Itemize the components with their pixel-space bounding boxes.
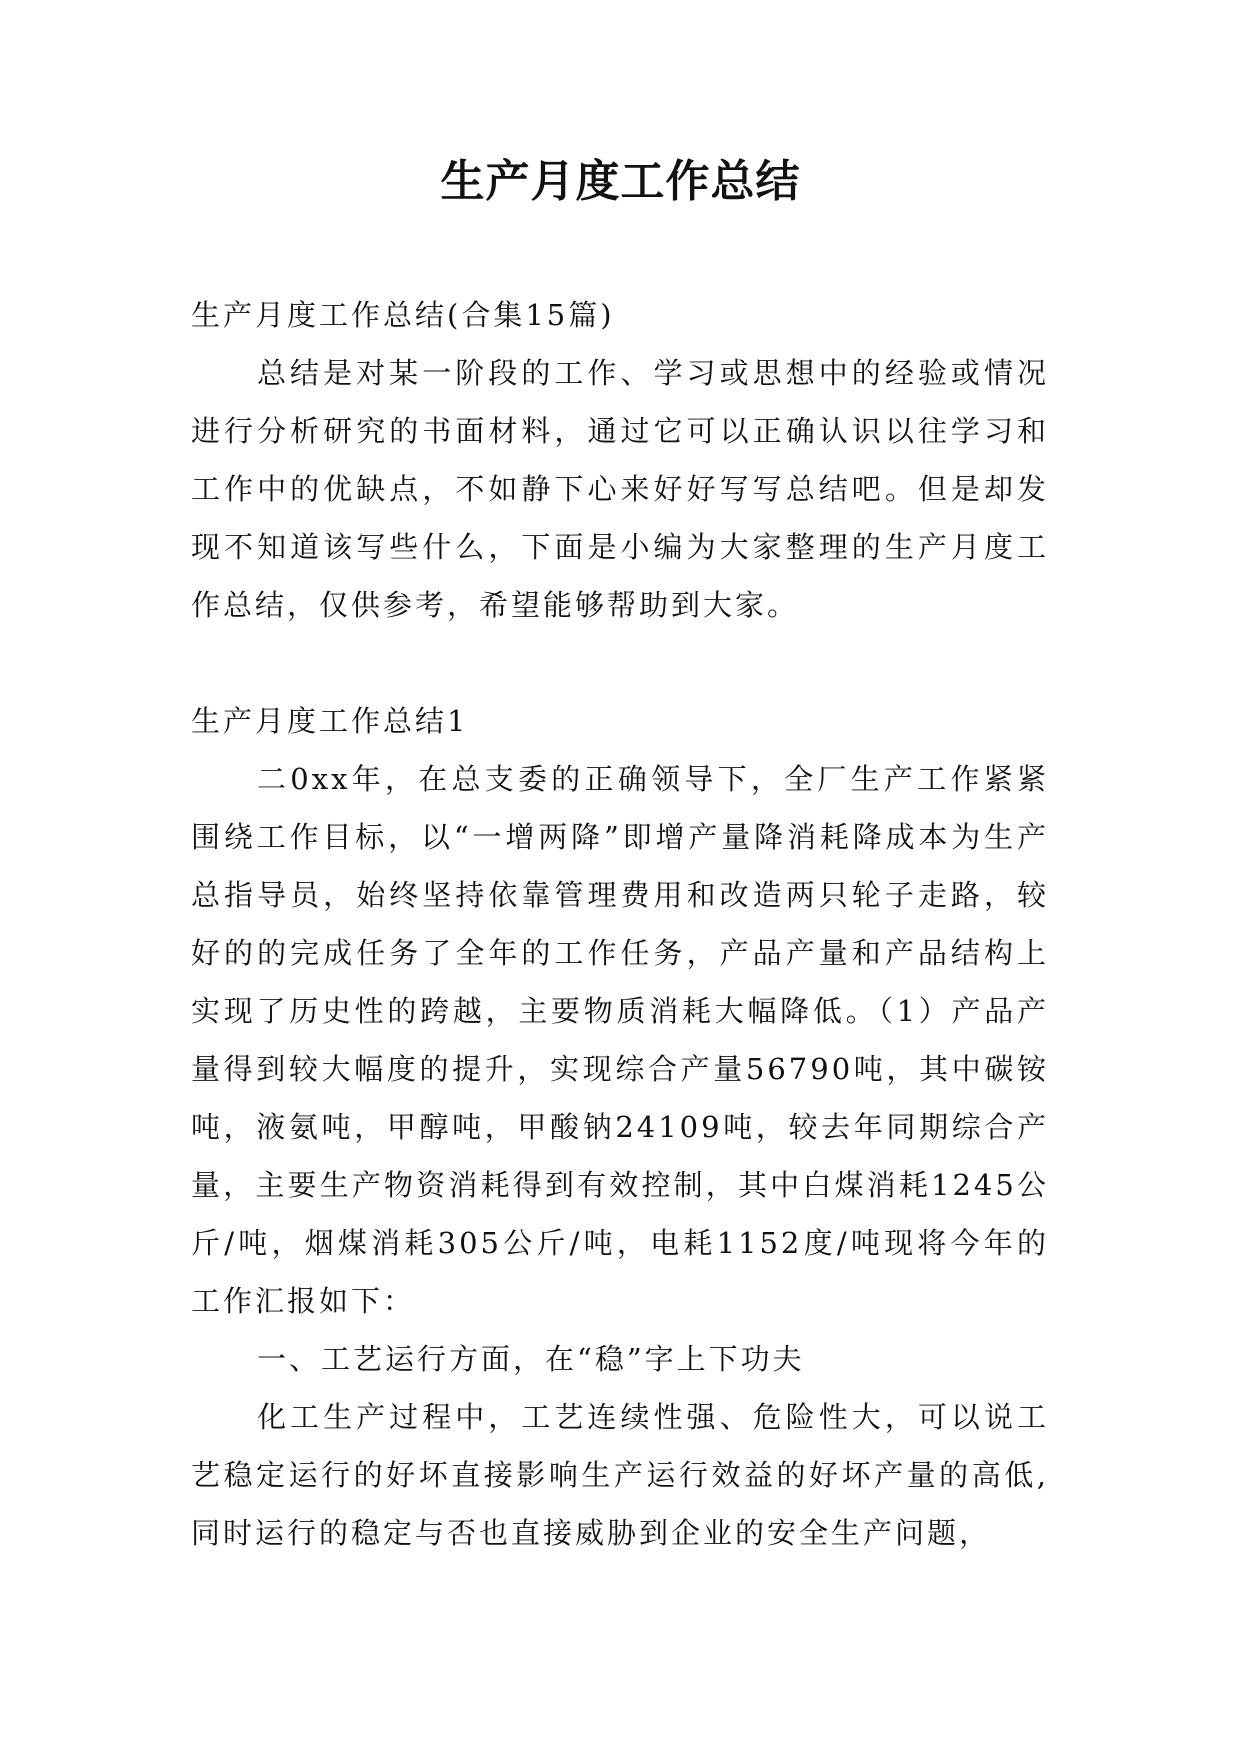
body-paragraph-1: 二0xx年，在总支委的正确领导下，全厂生产工作紧紧围绕工作目标，以“一增两降”即增产量降消耗降成本为生产总指导员，始终坚持依靠管理费用和改造两只轮子走路，较好的的完成任务了全年的工作任务，产品产量和产品结构上实现了历史性的跨越，主要物质消耗大幅降低。（1）产品产量得到较大幅度的提升，实现综合产量56790吨，其中碳铵吨，液氨吨，甲醇吨，甲酸钠24109吨，较去年同期综合产量，主要生产物资消耗得到有效控制，其中白煤消耗1245公斤/吨，烟煤消耗305公斤/吨，电耗1152度/吨现将今年的工作汇报如下：	[191, 762, 1049, 1318]
intro-paragraph: 总结是对某一阶段的工作、学习或思想中的经验或情况进行分析研究的书面材料，通过它可以正确认识以往学习和工作中的优缺点，不如静下心来好好写写总结吧。但是却发现不知道该写些什么，下面是小编为大家整理的生产月度工作总结，仅供参考，希望能够帮助到大家。	[191, 356, 1049, 622]
collection-subtitle: 生产月度工作总结(合集15篇)	[191, 298, 615, 332]
document-title: 生产月度工作总结	[440, 156, 801, 207]
body-paragraph-2: 化工生产过程中，工艺连续性强、危险性大，可以说工艺稳定运行的好坏直接影响生产运行效益的好坏产量的高低,同时运行的稳定与否也直接威胁到企业的安全生产问题，	[191, 1400, 1049, 1550]
section-heading: 生产月度工作总结1	[191, 704, 469, 738]
subheading-process: 一、工艺运行方面，在“稳”字上下功夫	[257, 1342, 805, 1376]
document-body	[191, 286, 1049, 1562]
